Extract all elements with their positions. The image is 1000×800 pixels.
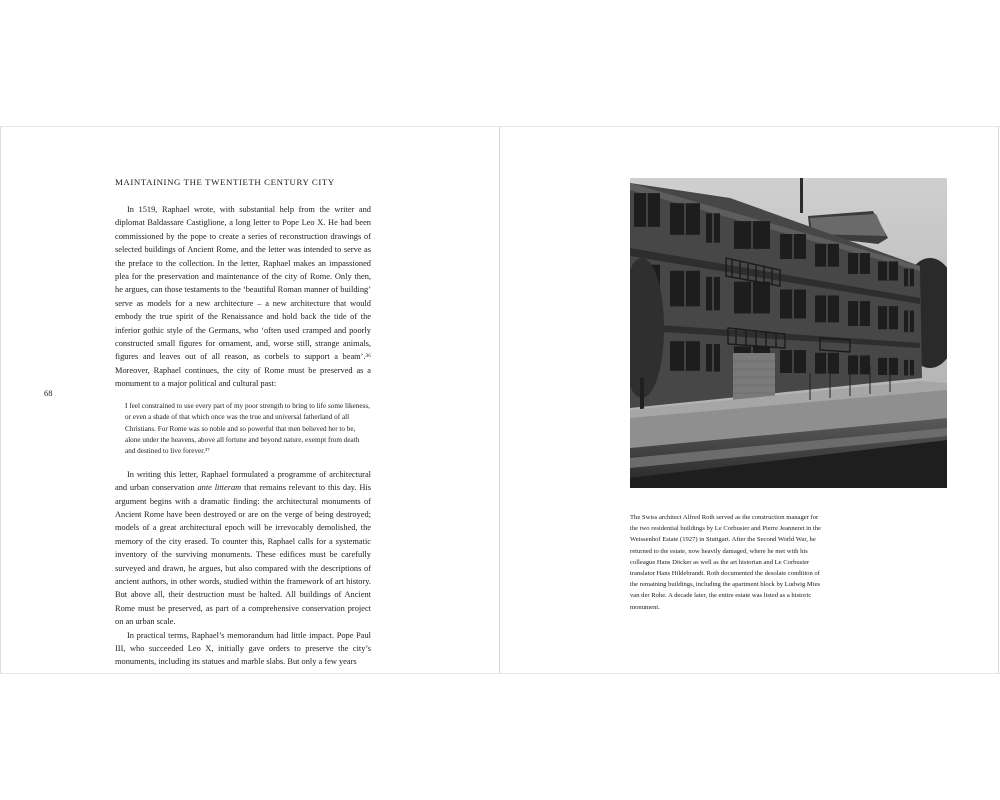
paragraph-text: that remains relevant to this day. His argument begins with a dramatic finding: the architectural monuments of Ancient Rome have been destroyed or are on the verge of being destroyed; models of a great architectural epoch will be irrevocably demolished, the memory of the city erased. To counter this, Raphael calls for a systematic inventory of the surviving monuments. These edifices must be carefully surveyed and drawn, he argues, but also compared with the descriptions of ancient authors, in other words, studied within the framework of art history. But above all, their destruction must be halted. All buildings of Ancient Rome must be preserved, as part of a comprehensive conservation project on an urban scale.	[115, 483, 371, 627]
body-text-column	[115, 203, 371, 669]
body-paragraph	[115, 468, 371, 629]
right-page	[500, 127, 999, 673]
block-quote: I feel constrained to use every part of my poor strength to bring to life some likeness, or even a shade of that which once was the true and universal fatherland of all Christians. For Rome was so noble and so powerful that men believed her to be, alone under the heavens, above all fortune and beyond nature, exempt from death and destined to live forever.³⁷	[125, 401, 370, 456]
body-paragraph: In practical terms, Raphael’s memorandum had little impact. Pope Paul III, who succeeded Leo X, initially gave orders to preserve the city’s monuments, including its statues and marble slabs. But only a few years	[115, 630, 371, 667]
running-head: MAINTAINING THE TWENTIETH CENTURY CITY	[115, 177, 335, 187]
photograph-modernist-apartment-building-icon	[630, 178, 947, 488]
left-page	[0, 127, 499, 673]
photo-caption: The Swiss architect Alfred Roth served as the construction manager for the two residential buildings by Le Corbusier and Pierre Jeanneret in the Weissenhof Estate (1927) in Stuttgart. After the Second World War, he returned to the estate, now heavily damaged, where he met with his colleague Hans Döcker as well as the art historian and Le Corbusier translator Hans Hildebrandt. Roth documented the desolate condition of the remaining buildings, including the apartment block by Ludwig Mies van der Rohe. A decade later, the entire estate was listed as a historic monument.	[630, 514, 821, 611]
book-spread	[0, 126, 1000, 674]
body-paragraph: In 1519, Raphael wrote, with substantial help from the writer and diplomat Baldassare Castiglione, a long letter to Pope Leo X. He had been commissioned by the pope to create a series of reconstruction drawings of selected buildings of Ancient Rome, and the letter was intended to serve as the preface to the collection. In the letter, Raphael makes an impassioned plea for the preservation and maintenance of the city of Rome. Only then, he argues, can those testaments to the ‘beautiful Roman manner of building’ serve as models for a new architecture – a new architecture that would embody the true spirit of the Renaissance and hold back the tide of the inferior gothic style of the Germans, who ‘often used cramped and poorly constructed small figures for ornament, and, worse still, strange animals, figures and leaves out of all reason, as corbels to support a beam’.³⁶ Moreover, Raphael continues, the city of Rome must be preserved as a monument to a major political and cultural past:	[115, 205, 371, 389]
building-photograph	[630, 178, 947, 488]
paragraph-text: In writing this letter, Raphael formulated a programme of architectural and urban conservation	[115, 469, 371, 493]
italic-term: ante litteram	[197, 483, 242, 493]
page-number: 68	[44, 389, 53, 398]
